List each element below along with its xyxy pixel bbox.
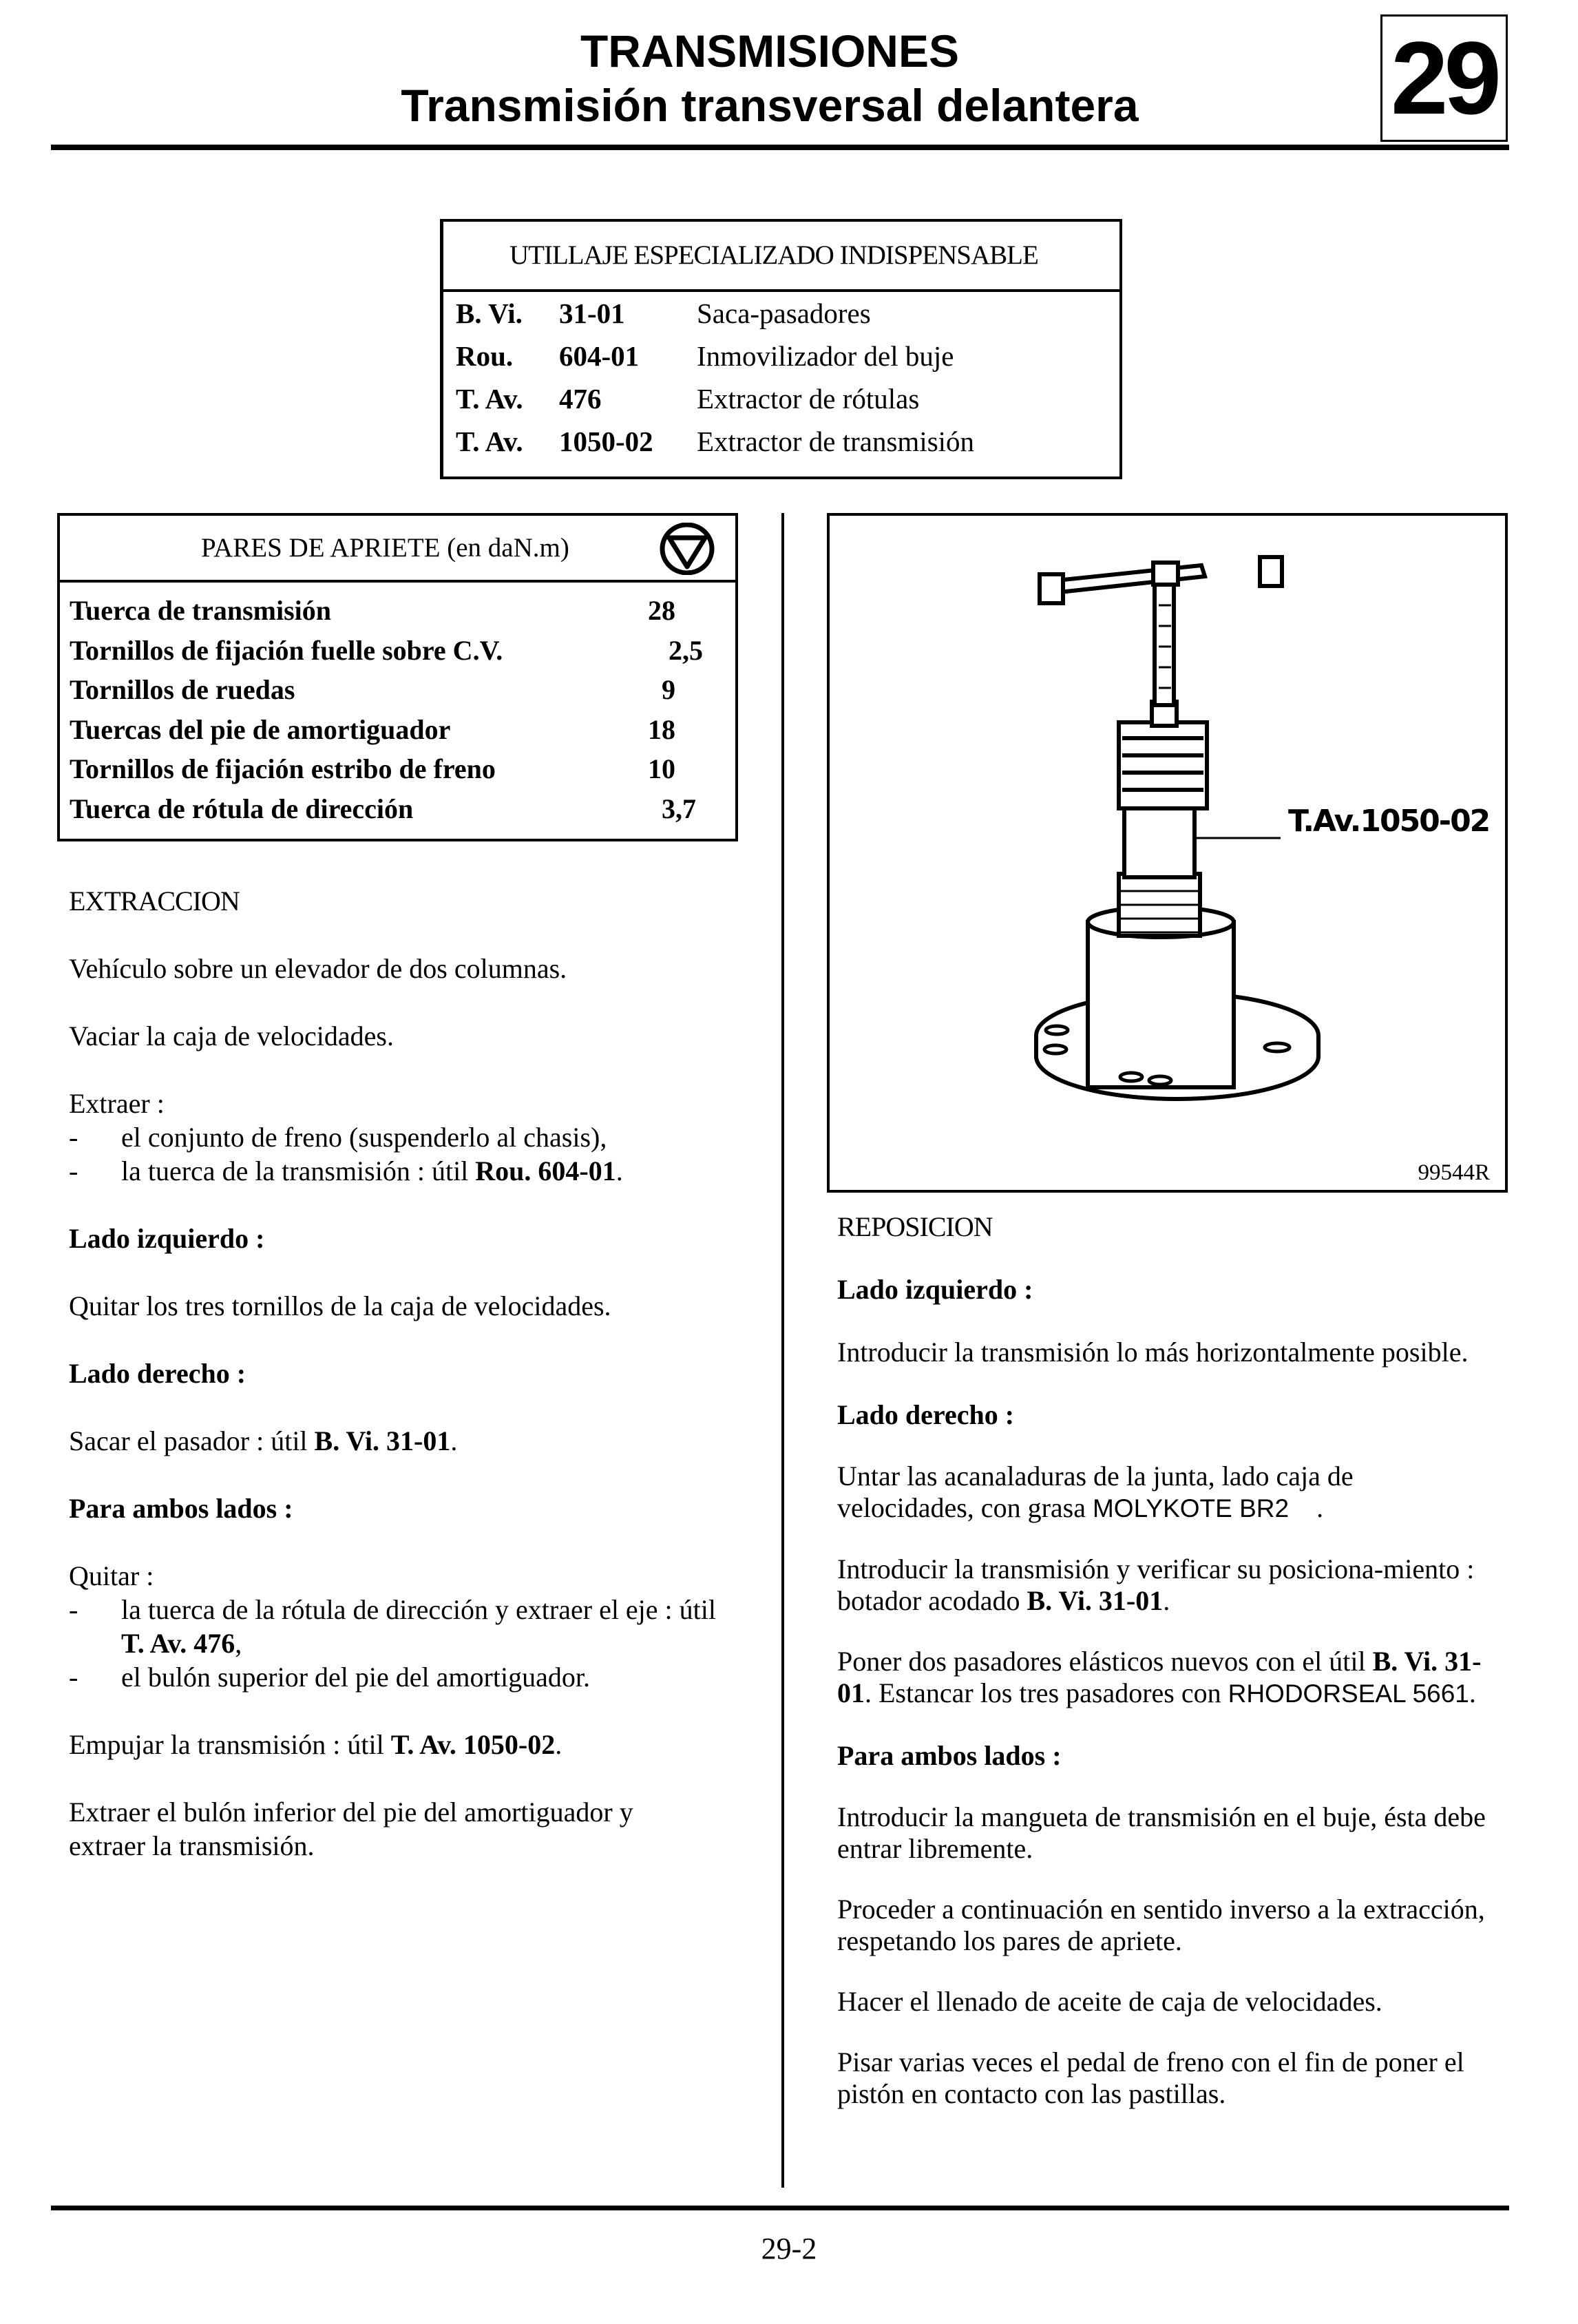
header-rule [51,145,1509,150]
page-number: 29-2 [761,2232,817,2265]
table-row [443,420,1119,463]
tool-prefix: T. Av. [456,426,523,457]
figure-reference: 99544R [1418,1160,1490,1185]
torque-item: Tornillos de fijación estribo de freno [70,753,496,784]
paragraph: Sacar el pasador : útil B. Vi. 31-01. [69,1425,458,1456]
text: Extraer : [69,1088,165,1119]
paragraph: Proceder a continuación en sentido inverso a la extracción, respetando los pares de apriete. [837,1894,1485,1956]
paragraph: Vehículo sobre un elevador de dos columnas. [69,953,567,984]
paragraph: Extraer el bulón inferior del pie del amortiguador y extraer la transmisión. [69,1797,633,1861]
torque-item: Tornillos de ruedas [70,674,295,705]
chapter-title: TRANSMISIONES [580,25,960,76]
paragraph: Vaciar la caja de velocidades. [69,1020,394,1051]
tool-code: 31-01 [559,297,625,329]
torque-symbol-icon [660,523,715,575]
bullet: - [69,1155,78,1186]
list-item: la tuerca de la transmisión : útil Rou. 604-01. [121,1155,623,1186]
special-tools-table [440,219,1122,479]
torque-value: 18 [648,713,675,745]
torque-value: 9 [662,674,675,705]
reassembly-column [837,1210,1491,2144]
torque-value: 2,5 [669,634,703,666]
table-row [443,292,1119,335]
torque-value: 3,7 [662,793,696,824]
subheading: Lado izquierdo : [837,1274,1033,1305]
torque-item: Tuerca de rótula de dirección [70,793,414,824]
subheading: Para ambos lados : [837,1740,1062,1771]
subheading: Lado izquierdo : [69,1223,265,1254]
bullet: - [69,1594,78,1625]
tool-code: 604-01 [559,340,640,372]
torque-table-title: PARES DE APRIETE (en daN.m) [201,533,569,563]
list-item: el bulón superior del pie del amortiguador. [121,1662,590,1693]
section-heading: EXTRACCION [69,886,240,917]
paragraph: Quitar : - la tuerca de la rótula de dirección y extraer el eje : útil T. Av. 476, - el bulón superior del pie del amortiguador. [69,1559,757,1694]
table-row [443,377,1119,420]
tools-table-title: UTILLAJE ESPECIALIZADO INDISPENSABLE [443,222,1119,292]
list-item: la tuerca de la rótula de dirección y extraer el eje : útil T. Av. 476, [121,1594,717,1659]
torque-item: Tornillos de fijación fuelle sobre C.V. [70,634,503,666]
tool-code: 476 [559,383,602,415]
table-row [60,710,735,750]
footer-rule [51,2206,1509,2210]
extraction-column [69,884,757,1896]
table-row [60,591,735,631]
tool-prefix: T. Av. [456,383,523,415]
paragraph: Hacer el llenado de aceite de caja de velocidades. [837,1986,1382,2017]
tool-desc: Saca-pasadores [697,297,871,329]
table-row [60,631,735,671]
list-item: el conjunto de freno (suspenderlo al chasis), [121,1122,607,1153]
column-divider [781,513,784,2188]
tool-prefix: Rou. [456,340,514,372]
table-row [443,335,1119,377]
tool-desc: Inmovilizador del buje [697,340,954,372]
tool-code: 1050-02 [559,426,653,457]
transmission-extractor-drawing [830,516,1505,1190]
tool-callout-label: T.Av.1050-02 [1288,804,1490,839]
paragraph: Pisar varias veces el pedal de freno con el fin de poner el pistón en contacto con las pastillas. [837,2046,1464,2109]
torque-item: Tuercas del pie de amortiguador [70,713,451,745]
section-heading: REPOSICION [837,1211,993,1242]
tool-illustration [827,513,1508,1193]
table-row [60,749,735,789]
table-row [60,670,735,710]
paragraph: Introducir la transmisión lo más horizontalmente posible. [837,1337,1469,1368]
tool-desc: Extractor de rótulas [697,383,920,415]
tool-prefix: B. Vi. [456,297,523,329]
torque-table [57,513,738,841]
table-row [60,789,735,829]
bullet: - [69,1122,78,1153]
paragraph: Introducir la mangueta de transmisión en el buje, ésta debe entrar libremente. [837,1801,1486,1864]
paragraph: Introducir la transmisión y verificar su posiciona-miento : botador acodado B. Vi. 31-01. [837,1553,1475,1616]
paragraph [69,1087,757,1188]
torque-item: Tuerca de transmisión [70,595,332,626]
paragraph: Quitar los tres tornillos de la caja de velocidades. [69,1290,611,1321]
torque-value: 10 [648,753,675,784]
subheading: Lado derecho : [69,1358,246,1389]
subheading: Para ambos lados : [69,1493,293,1524]
bullet: - [69,1662,78,1693]
page-subtitle: Transmisión transversal delantera [401,80,1139,131]
torque-value: 28 [648,595,675,626]
paragraph: Poner dos pasadores elásticos nuevos con el útil B. Vi. 31-01. Estancar los tres pasadores con RHODORSEAL 5661. [837,1646,1482,1708]
paragraph: Empujar la transmisión : útil T. Av. 1050-02. [69,1729,562,1760]
paragraph: Untar las acanaladuras de la junta, lado caja de velocidades, con grasa MOLYKOTE BR2 . [837,1461,1354,1523]
tool-desc: Extractor de transmisión [697,426,975,457]
subheading: Lado derecho : [837,1399,1015,1430]
section-number-box: 29 [1380,14,1508,142]
